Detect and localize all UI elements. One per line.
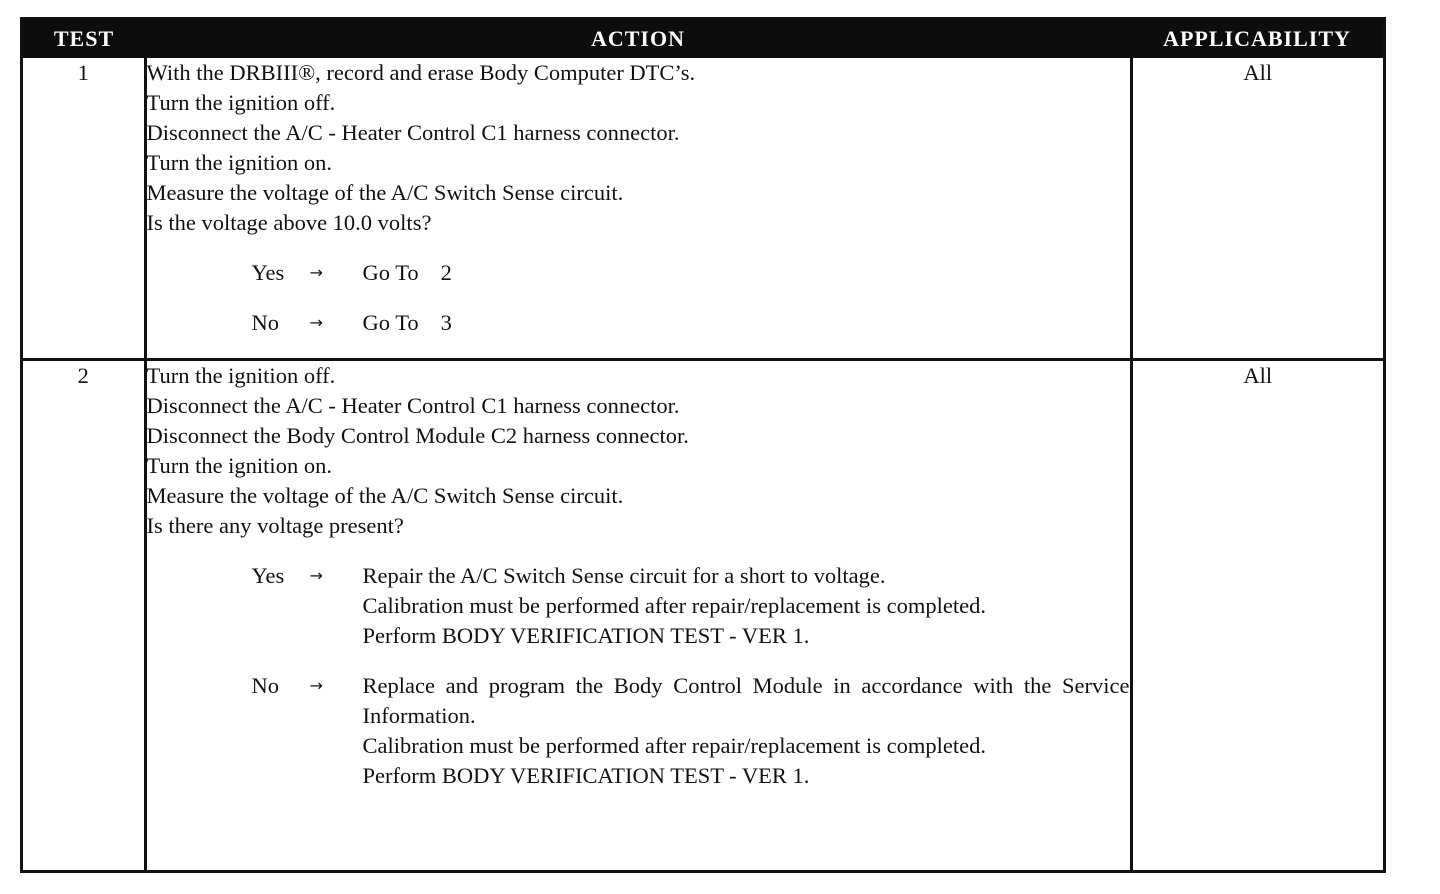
outcome-line: Perform BODY VERIFICATION TEST - VER 1.	[362, 763, 810, 788]
action-step: Disconnect the A/C - Heater Control C1 harness connector.	[146, 120, 680, 145]
table-row-test-2	[23, 360, 1383, 872]
action-step: Disconnect the A/C - Heater Control C1 harness connector.	[146, 393, 680, 418]
table-row-test-1	[23, 58, 1383, 360]
outcome-answer: Yes	[251, 563, 285, 588]
column-header-action: ACTION	[145, 20, 1131, 58]
goto-label: Go To	[362, 310, 419, 335]
outcome-answer: Yes	[251, 260, 285, 285]
outcome-answer: No	[251, 310, 279, 335]
action-step: Is there any voltage present?	[146, 513, 404, 538]
outcome-result	[363, 258, 1130, 288]
outcome-line: Perform BODY VERIFICATION TEST - VER 1.	[362, 623, 810, 648]
goto-target: 2	[440, 260, 452, 285]
right-arrow-icon: →	[309, 313, 323, 332]
outcome-yes	[252, 561, 1130, 651]
outcome-line: Calibration must be performed after repair/replacement is completed.	[362, 593, 986, 618]
outcome-result	[363, 561, 1130, 651]
action-step: Turn the ignition off.	[146, 90, 336, 115]
action-step: Turn the ignition on.	[146, 150, 332, 175]
goto-target: 3	[440, 310, 452, 335]
action-step: Measure the voltage of the A/C Switch Sense circuit.	[146, 483, 624, 508]
action-step: Is the voltage above 10.0 volts?	[146, 210, 432, 235]
outcome-answer: No	[251, 673, 279, 698]
diagnostic-test-table-frame	[20, 17, 1386, 873]
action-step: Turn the ignition on.	[146, 453, 332, 478]
action-cell	[145, 58, 1131, 360]
applicability-value: All	[1131, 58, 1383, 360]
outcome-line: Repair the A/C Switch Sense circuit for a short to voltage.	[362, 563, 886, 588]
action-step: Measure the voltage of the A/C Switch Sense circuit.	[146, 180, 624, 205]
test-number: 1	[23, 58, 145, 360]
column-header-test: TEST	[23, 20, 145, 58]
outcome-line: Calibration must be performed after repair/replacement is completed.	[362, 733, 986, 758]
right-arrow-icon: →	[309, 566, 323, 585]
outcome-yes	[252, 258, 1130, 288]
applicability-value: All	[1131, 360, 1383, 872]
action-step: Disconnect the Body Control Module C2 harness connector.	[146, 423, 689, 448]
table-header-row	[23, 20, 1383, 58]
column-header-applicability: APPLICABILITY	[1131, 20, 1383, 58]
outcome-no	[252, 671, 1130, 791]
outcome-result	[363, 671, 1130, 791]
action-step: Turn the ignition off.	[146, 363, 336, 388]
right-arrow-icon: →	[309, 263, 323, 282]
outcome-result	[363, 308, 1130, 338]
right-arrow-icon: →	[309, 676, 323, 695]
action-step: With the DRBIII®, record and erase Body Computer DTC’s.	[146, 60, 696, 85]
outcome-line: Replace and program the Body Control Module in accordance with the Service Information.	[362, 673, 1130, 728]
test-number: 2	[23, 360, 145, 872]
action-cell	[145, 360, 1131, 872]
goto-label: Go To	[362, 260, 419, 285]
outcome-no	[252, 308, 1130, 338]
diagnostic-test-table	[23, 20, 1383, 871]
